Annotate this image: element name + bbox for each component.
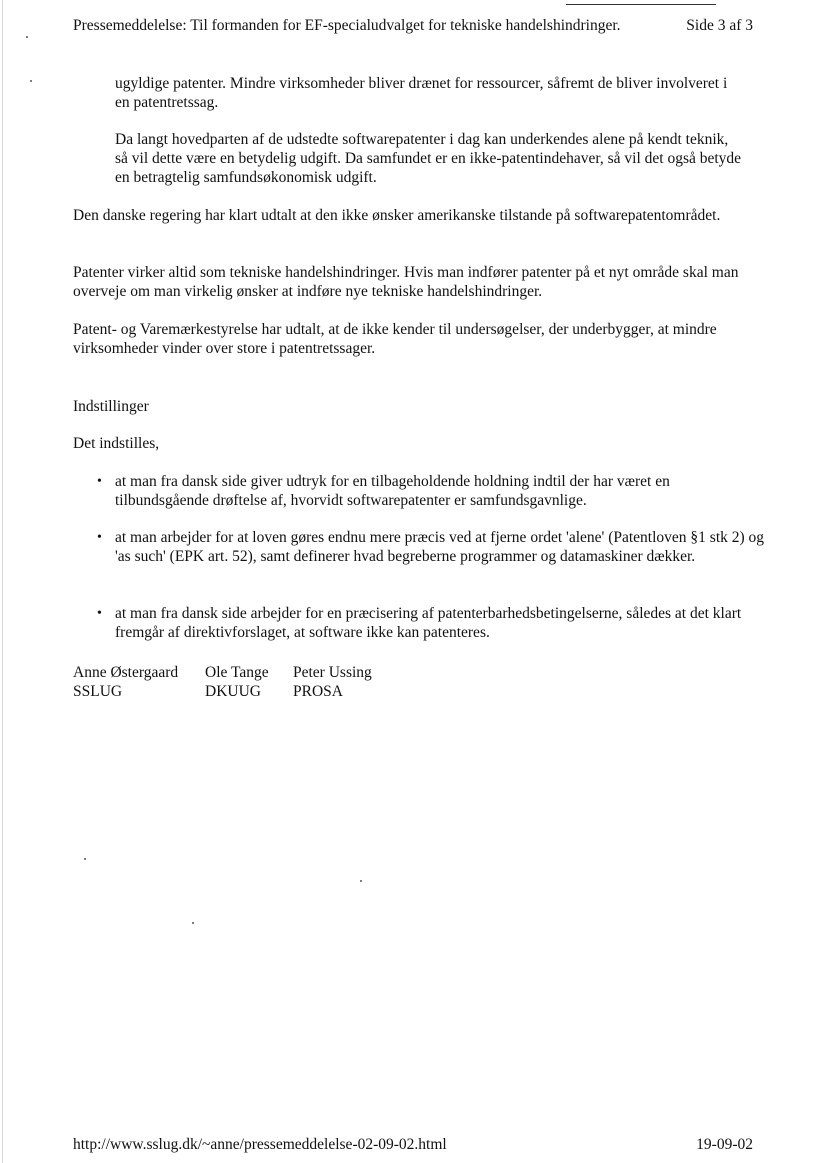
- page-header: [73, 16, 763, 35]
- bullet-icon: •: [97, 606, 102, 621]
- signature-name: Anne Østergaard: [73, 664, 179, 681]
- list-item: [97, 472, 765, 510]
- paragraph-5: Patent- og Varemærkestyrelse har udtalt, at de ikke kender til undersøgelser, der underbygger, at mindre virksomheder vinder over store i patentretssager.: [73, 321, 717, 357]
- scan-speck: [84, 858, 86, 860]
- bullet-icon: •: [97, 474, 102, 489]
- signature-2: [205, 663, 269, 701]
- scan-speck: [30, 80, 32, 82]
- scan-speck: [192, 922, 194, 924]
- scan-speck: [360, 880, 362, 882]
- signature-org: PROSA: [293, 683, 343, 700]
- scan-speck: [26, 36, 28, 38]
- list-item: [97, 604, 765, 642]
- footer-url: http://www.sslug.dk/~anne/pressemeddelelse-02-09-02.html: [73, 1136, 447, 1153]
- signature-org: DKUUG: [205, 683, 261, 700]
- section-title: Indstillinger: [73, 398, 149, 415]
- page-footer: [73, 1135, 753, 1154]
- paragraph-4: Patenter virker altid som tekniske handelshindringer. Hvis man indfører patenter på et nyt område skal man overveje om man virkelig ønsker at indføre nye tekniske handelshindringer.: [73, 264, 739, 300]
- signature-3: [293, 663, 372, 701]
- scan-edge: [2, 0, 3, 1163]
- signature-1: [73, 663, 178, 701]
- list-item: [97, 528, 765, 566]
- intro-text: Det indstilles,: [73, 435, 160, 452]
- list-item-text: at man fra dansk side arbejder for en præcisering af patenterbarhedsbetingelserne, således at det klart fremgår af direktivforslaget, at software ikke kan patenteres.: [115, 605, 742, 641]
- paragraph-2: Da langt hovedparten af de udstedte softwarepatenter i dag kan underkendes alene på kendt teknik, så vil dette være en betydelig udgift. Da samfundet er en ikke-patentindehaver, så vil det også betyde en betragtelig samfundsøkonomisk udgift.: [115, 131, 742, 186]
- paragraph-3: Den danske regering har klart udtalt at den ikke ønsker amerikanske tilstande på softwarepatentområdet.: [73, 207, 721, 224]
- bullet-icon: •: [97, 530, 102, 545]
- signature-name: Ole Tange: [205, 664, 269, 681]
- header-title: Pressemeddelelse: Til formanden for EF-specialudvalget for tekniske handelshindringer.: [73, 17, 621, 34]
- footer-date: 19-09-02: [696, 1136, 753, 1153]
- list-item-text: at man arbejder for at loven gøres endnu mere præcis ved at fjerne ordet 'alene' (Patentloven §1 stk 2) og 'as such' (EPK art. 52), samt definerer hvad begreberne programmer og datamaskiner dækker.: [115, 529, 765, 565]
- list-item-text: at man fra dansk side giver udtryk for en tilbageholdende holdning indtil der har været en tilbundsgående drøftelse af, hvorvidt softwarepatenter er samfundsgavnlige.: [115, 473, 670, 509]
- header-rule: [566, 4, 716, 5]
- page-number: Side 3 af 3: [686, 17, 753, 34]
- signature-org: SSLUG: [73, 683, 123, 700]
- signature-name: Peter Ussing: [293, 664, 372, 681]
- paragraph-1: ugyldige patenter. Mindre virksomheder bliver drænet for ressourcer, såfremt de bliver involveret i en patentretssag.: [115, 75, 728, 111]
